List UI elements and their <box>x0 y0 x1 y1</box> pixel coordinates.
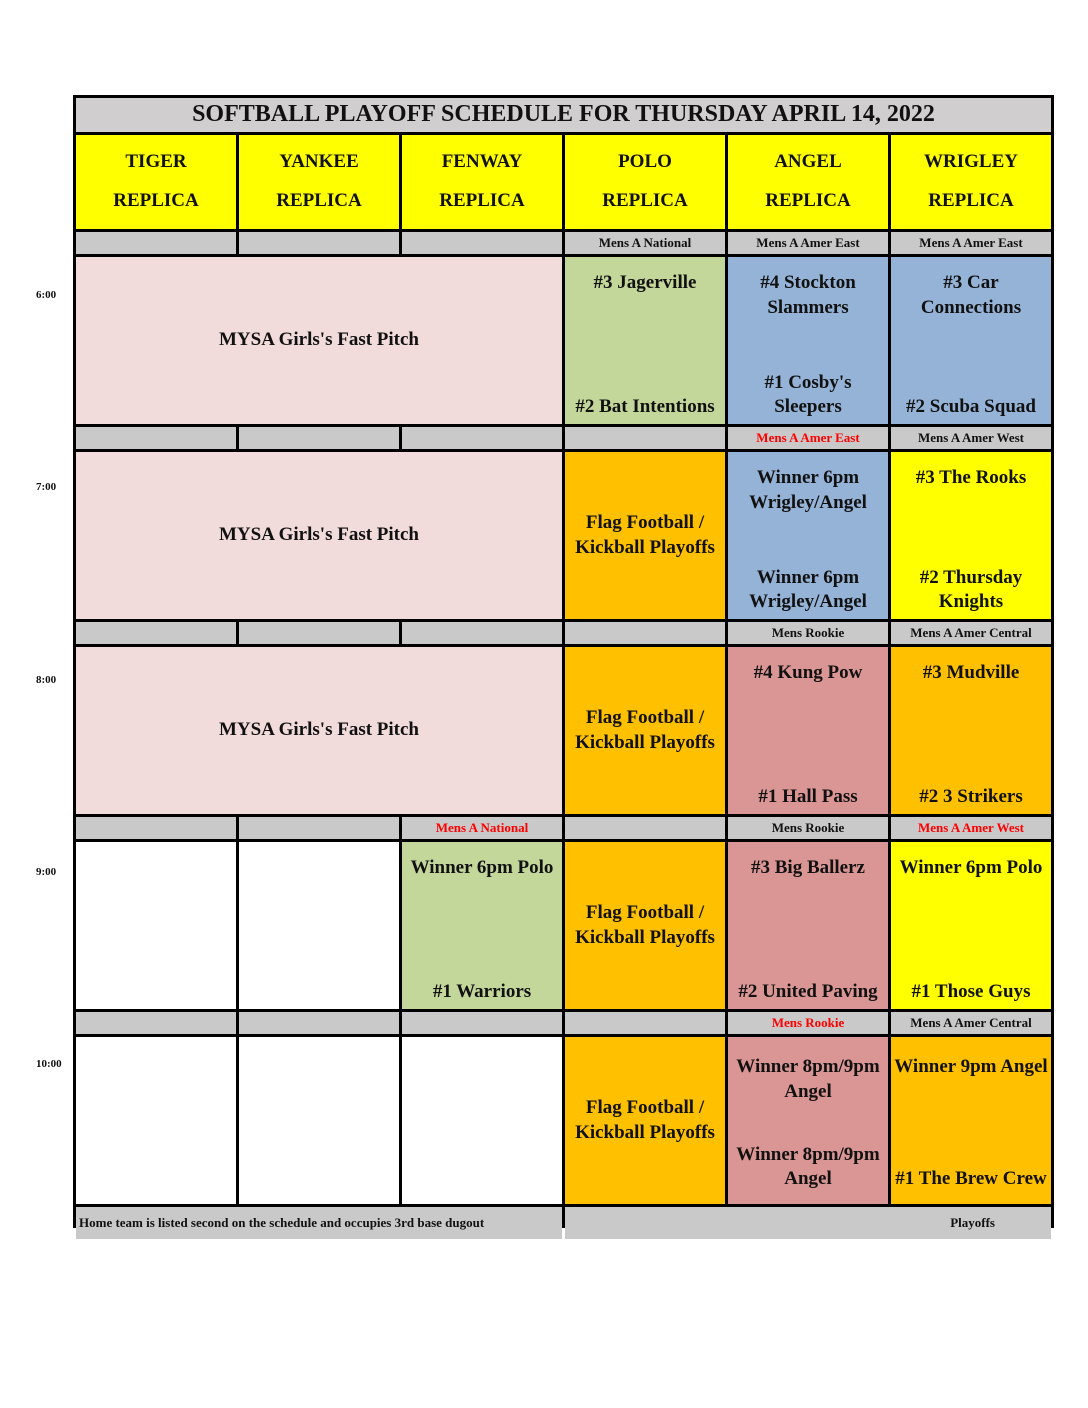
field-name: POLO <box>618 151 672 173</box>
time-label-8pm: 8:00 <box>36 674 57 686</box>
field-sub: REPLICA <box>602 190 688 211</box>
game-cell-angel-8pm <box>728 647 888 814</box>
field-header-fenway <box>402 135 562 229</box>
division-cell <box>239 427 399 449</box>
away-team: Winner 6pm Polo <box>899 857 1043 878</box>
division-cell <box>76 232 236 254</box>
home-team: #1 Those Guys <box>911 981 1031 1003</box>
game-cell-wrigley-8pm <box>891 647 1051 814</box>
field-header-tiger <box>76 135 236 229</box>
away-team: #3 Big Ballerz <box>751 857 865 878</box>
flag-kickball-block: Flag Football / Kickball Playoffs <box>565 1037 725 1204</box>
division-cell <box>239 1012 399 1034</box>
away-team: Winner 9pm Angel <box>894 1056 1048 1077</box>
flag-kickball-block: Flag Football / Kickball Playoffs <box>565 647 725 814</box>
time-label-10pm: 10:00 <box>36 1058 62 1070</box>
division-cell <box>76 427 236 449</box>
division-cell <box>76 1012 236 1034</box>
mysa-block: MYSA Girls's Fast Pitch <box>76 647 562 814</box>
home-team: #2 3 Strikers <box>919 786 1023 808</box>
game-cell-angel-9pm <box>728 842 888 1009</box>
flag-kickball-block: Flag Football / Kickball Playoffs <box>565 452 725 619</box>
field-header-polo <box>565 135 725 229</box>
game-cell-wrigley-10pm <box>891 1037 1051 1204</box>
division-cell <box>565 817 725 839</box>
division-cell <box>239 232 399 254</box>
away-team: #3 Car Connections <box>920 272 1022 318</box>
footer-note: Home team is listed second on the schedule and occupies 3rd base dugout <box>76 1207 562 1239</box>
home-team: #2 Thursday Knights <box>919 566 1023 613</box>
mysa-block: MYSA Girls's Fast Pitch <box>76 452 562 619</box>
division-cell <box>402 232 562 254</box>
field-sub: REPLICA <box>439 190 525 211</box>
division-cell: Mens A Amer Central <box>891 1012 1051 1034</box>
away-team: #3 The Rooks <box>915 467 1027 488</box>
home-team: #2 United Paving <box>738 981 878 1003</box>
field-name: WRIGLEY <box>924 151 1018 173</box>
home-team: #1 Cosby's Sleepers <box>764 371 852 418</box>
division-cell: Mens A Amer East <box>728 232 888 254</box>
game-cell-wrigley-6pm <box>891 257 1051 424</box>
division-cell <box>402 427 562 449</box>
empty-cell <box>76 842 236 1009</box>
division-cell: Mens Rookie <box>728 1012 888 1034</box>
division-cell <box>565 1012 725 1034</box>
division-cell <box>239 622 399 644</box>
schedule-title: SOFTBALL PLAYOFF SCHEDULE FOR THURSDAY APRIL 14, 2022 <box>76 98 1051 132</box>
away-team: #4 Stockton Slammers <box>760 272 856 318</box>
mysa-block: MYSA Girls's Fast Pitch <box>76 257 562 424</box>
home-team: Winner 8pm/9pm Angel <box>736 1143 880 1190</box>
time-label-7pm: 7:00 <box>36 481 57 493</box>
division-cell <box>402 622 562 644</box>
empty-cell <box>239 842 399 1009</box>
empty-cell <box>239 1037 399 1204</box>
division-cell <box>565 622 725 644</box>
division-cell: Mens A Amer West <box>891 427 1051 449</box>
division-cell: Mens A Amer West <box>891 817 1051 839</box>
division-cell: Mens A National <box>565 232 725 254</box>
home-team: #1 The Brew Crew <box>895 1168 1047 1190</box>
field-sub: REPLICA <box>276 190 362 211</box>
game-cell-fenway-9pm <box>402 842 562 1009</box>
away-team: #4 Kung Pow <box>753 662 863 683</box>
time-label-9pm: 9:00 <box>36 866 57 878</box>
field-sub: REPLICA <box>113 190 199 211</box>
game-cell-wrigley-7pm <box>891 452 1051 619</box>
division-cell <box>76 622 236 644</box>
empty-cell <box>402 1037 562 1204</box>
time-label-6pm: 6:00 <box>36 289 57 301</box>
field-sub: REPLICA <box>928 190 1014 211</box>
division-cell <box>402 1012 562 1034</box>
field-header-angel <box>728 135 888 229</box>
division-cell: Mens Rookie <box>728 817 888 839</box>
home-team: #2 Scuba Squad <box>906 396 1036 418</box>
flag-kickball-block: Flag Football / Kickball Playoffs <box>565 842 725 1009</box>
division-cell: Mens A National <box>402 817 562 839</box>
division-cell <box>565 427 725 449</box>
division-cell: Mens A Amer Central <box>891 622 1051 644</box>
field-name: TIGER <box>125 151 187 173</box>
home-team: Winner 6pm Wrigley/Angel <box>749 566 867 613</box>
division-cell: Mens A Amer East <box>891 232 1051 254</box>
division-cell <box>239 817 399 839</box>
game-cell-polo-6pm <box>565 257 725 424</box>
home-team: #1 Hall Pass <box>758 786 858 808</box>
footer-playoffs-label: Playoffs <box>565 1207 1051 1239</box>
field-sub: REPLICA <box>765 190 851 211</box>
away-team: Winner 8pm/9pm Angel <box>736 1056 880 1102</box>
home-team: #1 Warriors <box>432 981 532 1003</box>
division-cell: Mens A Amer East <box>728 427 888 449</box>
game-cell-wrigley-9pm <box>891 842 1051 1009</box>
field-header-wrigley <box>891 135 1051 229</box>
home-team: #2 Bat Intentions <box>575 396 715 418</box>
field-name: ANGEL <box>774 151 842 173</box>
away-team: Winner 6pm Wrigley/Angel <box>749 467 867 513</box>
away-team: #3 Jagerville <box>593 272 697 293</box>
division-cell <box>76 817 236 839</box>
empty-cell <box>76 1037 236 1204</box>
schedule-table <box>73 95 1054 1228</box>
field-name: YANKEE <box>279 151 359 173</box>
away-team: Winner 6pm Polo <box>410 857 554 878</box>
away-team: #3 Mudville <box>922 662 1020 683</box>
field-header-yankee <box>239 135 399 229</box>
game-cell-angel-10pm <box>728 1037 888 1204</box>
field-name: FENWAY <box>441 151 523 173</box>
division-cell: Mens Rookie <box>728 622 888 644</box>
game-cell-angel-7pm <box>728 452 888 619</box>
game-cell-angel-6pm <box>728 257 888 424</box>
